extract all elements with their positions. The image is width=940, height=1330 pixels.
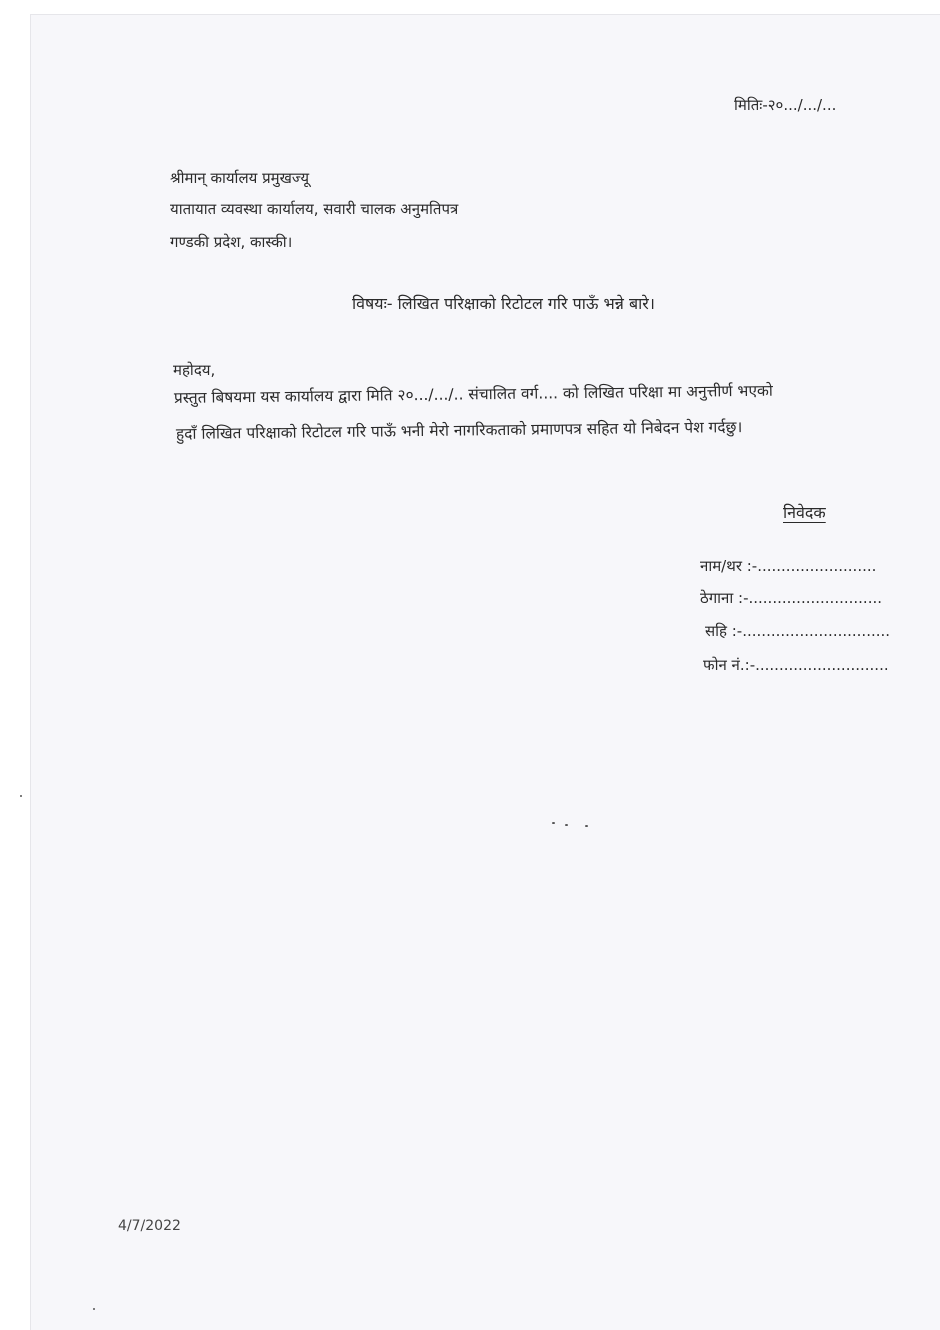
scan-speck xyxy=(552,822,555,824)
applicant-heading: निवेदक xyxy=(783,503,826,522)
footer-date: 4/7/2022 xyxy=(118,1218,181,1234)
name-field: नाम/थर :-......................... xyxy=(700,557,877,575)
body-paragraph-line-1: प्रस्तुत बिषयमा यस कार्यालय द्वारा मिति २०.../.../.. संचालित वर्ग.... को लिखित परिक्षा मा अनुत्तीर्ण भएको xyxy=(173,381,774,407)
address-field: ठेगाना :-............................ xyxy=(700,589,882,607)
salutation: महोदय, xyxy=(173,361,216,379)
phone-field: फोन नं.:-............................ xyxy=(703,656,889,674)
addressee-line-1: श्रीमान् कार्यालय प्रमुखज्यू xyxy=(170,169,310,187)
scan-speck xyxy=(93,1308,95,1310)
addressee-line-3: गण्डकी प्रदेश, कास्की। xyxy=(170,233,293,251)
scan-speck xyxy=(585,825,588,827)
body-paragraph-line-2: हुदाँ लिखित परिक्षाको रिटोटल गरि पाऊँ भनी मेरो नागरिकताको प्रमाणपत्र सहित यो निबेदन पेश गर्दछु। xyxy=(175,418,743,443)
subject-line: विषयः- लिखित परिक्षाको रिटोटल गरि पाऊँ भन्ने बारे। xyxy=(352,294,655,313)
addressee-line-2: यातायात व्यवस्था कार्यालय, सवारी चालक अनुमतिपत्र xyxy=(170,200,459,218)
scan-speck xyxy=(565,824,568,826)
date-line: मितिः-२०.../.../... xyxy=(734,96,837,114)
signature-field: सहि :-............................... xyxy=(705,622,891,640)
scan-speck xyxy=(20,795,22,797)
